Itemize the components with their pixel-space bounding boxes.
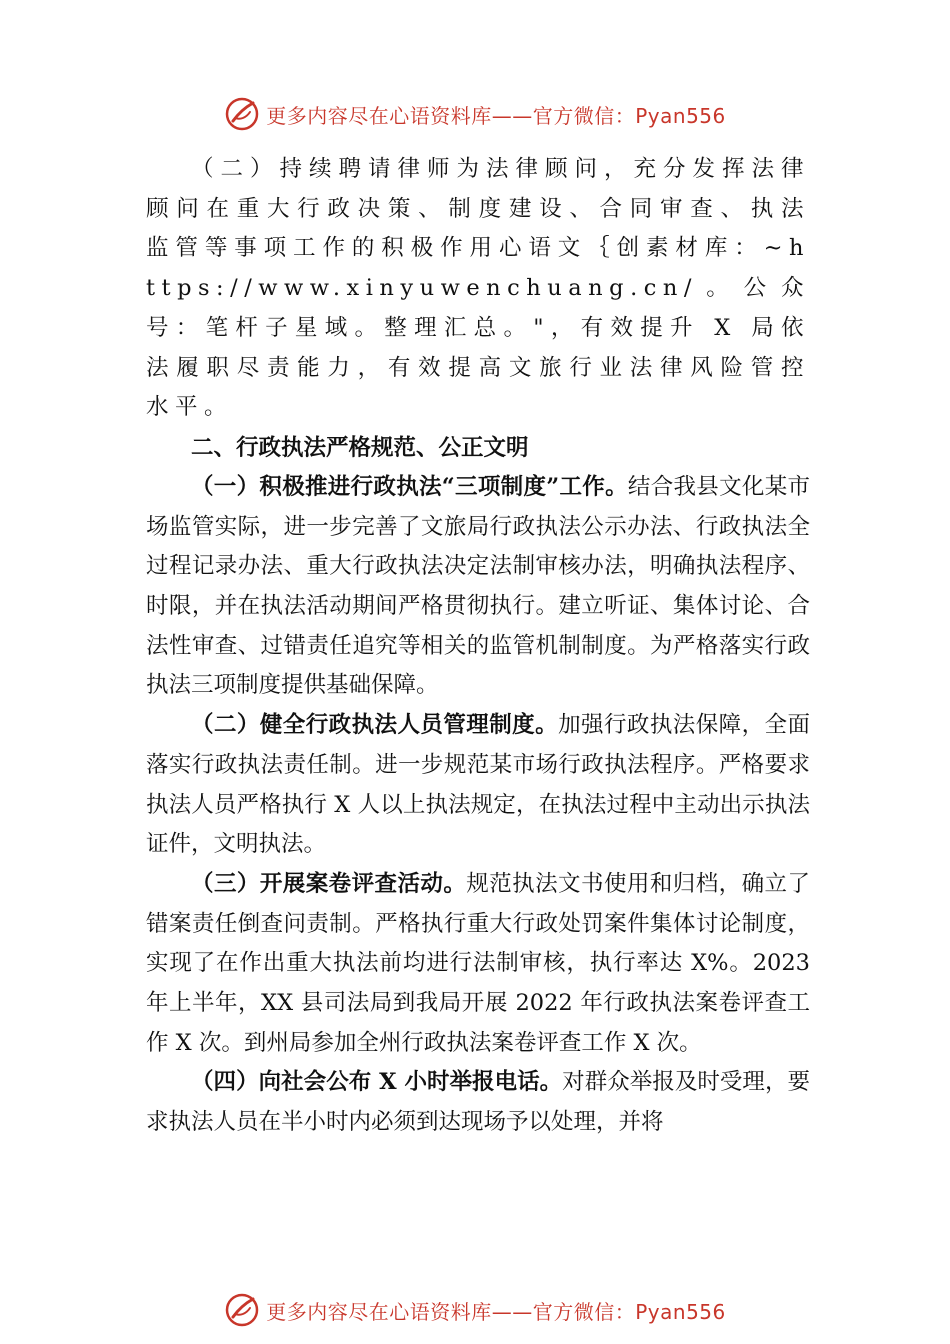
paragraph-body: 加强行政执法保障，全面落实行政执法责任制。进一步规范某市场行政执法程序。严格要求执法人员严格执行 X 人以上执法规定，在执法过程中主动出示执法证件，文明执法。 xyxy=(146,712,810,858)
paragraph-legal-counsel xyxy=(146,150,810,428)
banner-text xyxy=(266,1296,726,1325)
paragraph-body: 规范执法文书使用和归档，确立了错案责任倒查问责制。严格执行重大行政处罚案件集体讨论制度，实现了在作出重大执法前均进行法制审核，执行率达 X%。2023 年上半年，XX 县司法局到我局开展 2022 年行政执法案卷评查工作 X 次。到州局参加全州行政执法案卷评查工作 X 次。 xyxy=(146,870,810,1056)
document-body xyxy=(146,150,810,1143)
paragraph-lead: （二）健全行政执法人员管理制度。 xyxy=(191,712,559,739)
section-heading: 二、行政执法严格规范、公正文明 xyxy=(191,434,529,461)
paragraph-body: （二）持续聘请律师为法律顾问，充分发挥法律顾问在重大行政决策、制度建设、合同审查、执法监管等事项工作的积极作用心语文｛创素材库：~https://www.xinyuwenchuang.cn/。公众号：笔杆子星域。整理汇总。"，有效提升 X 局依法履职尽责能力，有效提高文旅行业法律风险管控水平。 xyxy=(146,156,810,421)
banner-slogan: 更多内容尽在心语资料库——官方微信： xyxy=(266,1299,636,1324)
paragraph-lead: （三）开展案卷评查活动。 xyxy=(191,870,467,897)
footer-banner xyxy=(0,1290,950,1330)
banner-wechat-id: Pyan556 xyxy=(635,103,726,128)
paragraph-personnel-management xyxy=(146,706,810,865)
paragraph-three-systems xyxy=(146,468,810,706)
paragraph-body: 结合我县文化某市场监管实际，进一步完善了文旅局行政执法公示办法、行政执法全过程记录办法、重大行政执法决定法制审核办法，明确执法程序、时限，并在执法活动期间严格贯彻执行。建立听证、集体讨论、合法性审查、过错责任追究等相关的监管机制制度。为严格落实行政执法三项制度提供基础保障。 xyxy=(146,473,810,699)
paragraph-body: 对群众举报及时受理，要求执法人员在半小时内必须到达现场予以处理，并将 xyxy=(146,1069,810,1136)
brush-seal-logo-icon xyxy=(224,96,260,132)
paragraph-lead: （四）向社会公布 X 小时举报电话。 xyxy=(191,1069,563,1096)
header-banner xyxy=(0,94,950,134)
paragraph-hotline xyxy=(146,1063,810,1142)
paragraph-lead: （一）积极推进行政执法“三项制度”工作。 xyxy=(191,473,628,500)
banner-text xyxy=(266,100,726,129)
brush-seal-logo-icon xyxy=(224,1292,260,1328)
banner-slogan: 更多内容尽在心语资料库——官方微信： xyxy=(266,103,636,128)
paragraph-case-review xyxy=(146,865,810,1064)
banner-wechat-id: Pyan556 xyxy=(635,1299,726,1324)
